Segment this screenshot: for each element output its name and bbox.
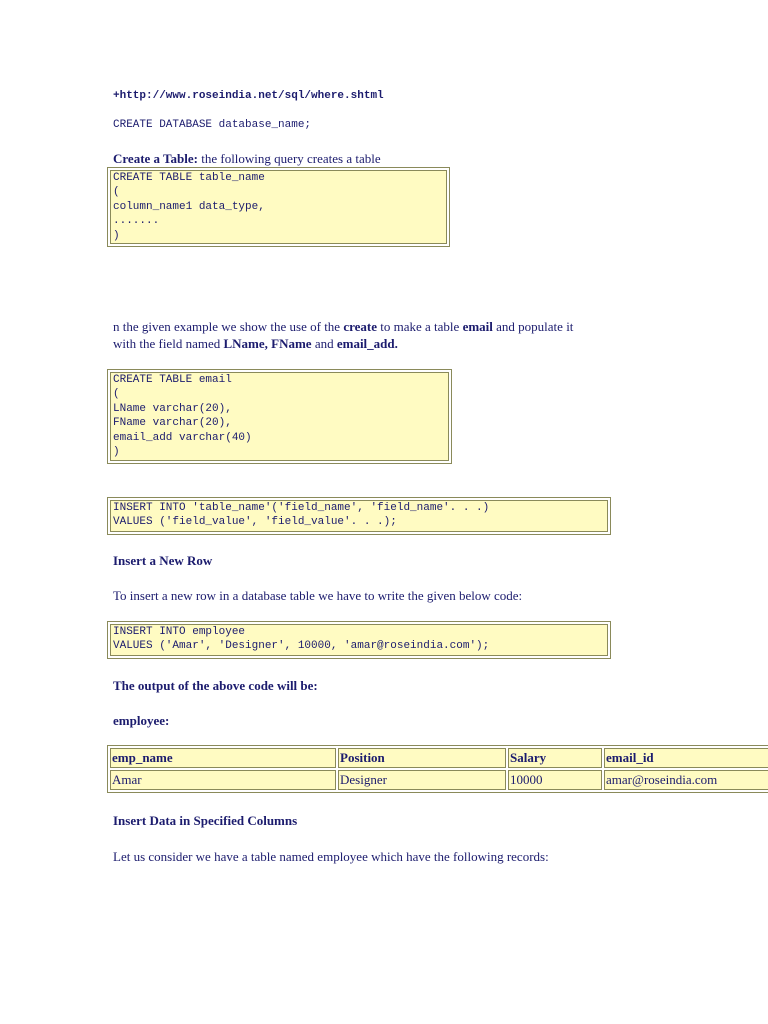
keyword-email: email <box>462 319 493 334</box>
email-table-code-box <box>107 369 452 464</box>
code-line: INSERT INTO employee <box>113 626 246 638</box>
create-table-text: the following query creates a table <box>197 151 381 166</box>
cell-emp-name: Amar <box>110 770 336 790</box>
create-table-intro <box>113 151 381 167</box>
specified-columns-text: Let us consider we have a table named employee which have the following records: <box>113 849 549 864</box>
code-line: CREATE TABLE email <box>113 374 232 386</box>
code-line: VALUES ('field_value', 'field_value'. . .); <box>113 516 397 529</box>
header-salary: Salary <box>508 748 602 768</box>
table-header-row <box>110 748 768 768</box>
table-row <box>110 770 768 790</box>
text-span: and <box>311 336 337 351</box>
header-emp-name: emp_name <box>110 748 336 768</box>
cell-salary: 10000 <box>508 770 602 790</box>
create-table-label: Create a Table: <box>113 151 198 166</box>
source-url: +http://www.roseindia.net/sql/where.shtml <box>113 90 384 102</box>
header-position: Position <box>338 748 506 768</box>
code-line: ) <box>113 446 120 459</box>
header-email-id: email_id <box>604 748 768 768</box>
insert-row-code-box <box>107 621 611 659</box>
code-line: CREATE TABLE table_name <box>113 172 265 184</box>
text-span: n the given example we show the use of the <box>113 319 344 334</box>
create-table-code <box>110 170 447 244</box>
code-line: email_add varchar(40) <box>113 431 252 444</box>
create-table-code-box <box>107 167 450 247</box>
code-line: ) <box>113 229 120 242</box>
create-database-code: CREATE DATABASE database_name; <box>113 119 312 131</box>
text-span: to make a table <box>377 319 463 334</box>
insert-row-code <box>110 624 608 656</box>
table-name-label: employee: <box>113 713 170 728</box>
cell-position: Designer <box>338 770 506 790</box>
code-line: LName varchar(20), <box>113 402 232 415</box>
insert-row-heading: Insert a New Row <box>113 553 213 568</box>
code-line: VALUES ('Amar', 'Designer', 10000, 'amar@roseindia.com'); <box>113 640 490 653</box>
email-table-code <box>110 372 449 461</box>
keyword-email-add: email_add. <box>336 336 398 351</box>
keyword-fields: LName, FName <box>223 336 312 351</box>
employee-table <box>108 746 768 792</box>
cell-email-id: amar@roseindia.com <box>604 770 768 790</box>
code-line: column_name1 data_type, <box>113 200 265 213</box>
output-heading: The output of the above code will be: <box>113 678 318 693</box>
code-line: INSERT INTO 'table_name'('field_name', 'field_name'. . .) <box>113 502 490 514</box>
employee-table-box <box>107 745 768 793</box>
code-line: ( <box>113 388 120 401</box>
text-span: and populate it <box>492 319 574 334</box>
code-line: ( <box>113 186 120 199</box>
code-line: FName varchar(20), <box>113 417 232 430</box>
keyword-create: create <box>343 319 378 334</box>
specified-columns-heading: Insert Data in Specified Columns <box>113 813 298 828</box>
insert-template-code <box>110 500 608 532</box>
code-line: ....... <box>113 215 160 228</box>
insert-template-code-box <box>107 497 611 535</box>
example-paragraph <box>113 318 573 352</box>
insert-row-text: To insert a new row in a database table we have to write the given below code: <box>113 588 523 603</box>
text-span: with the field named <box>113 336 224 351</box>
